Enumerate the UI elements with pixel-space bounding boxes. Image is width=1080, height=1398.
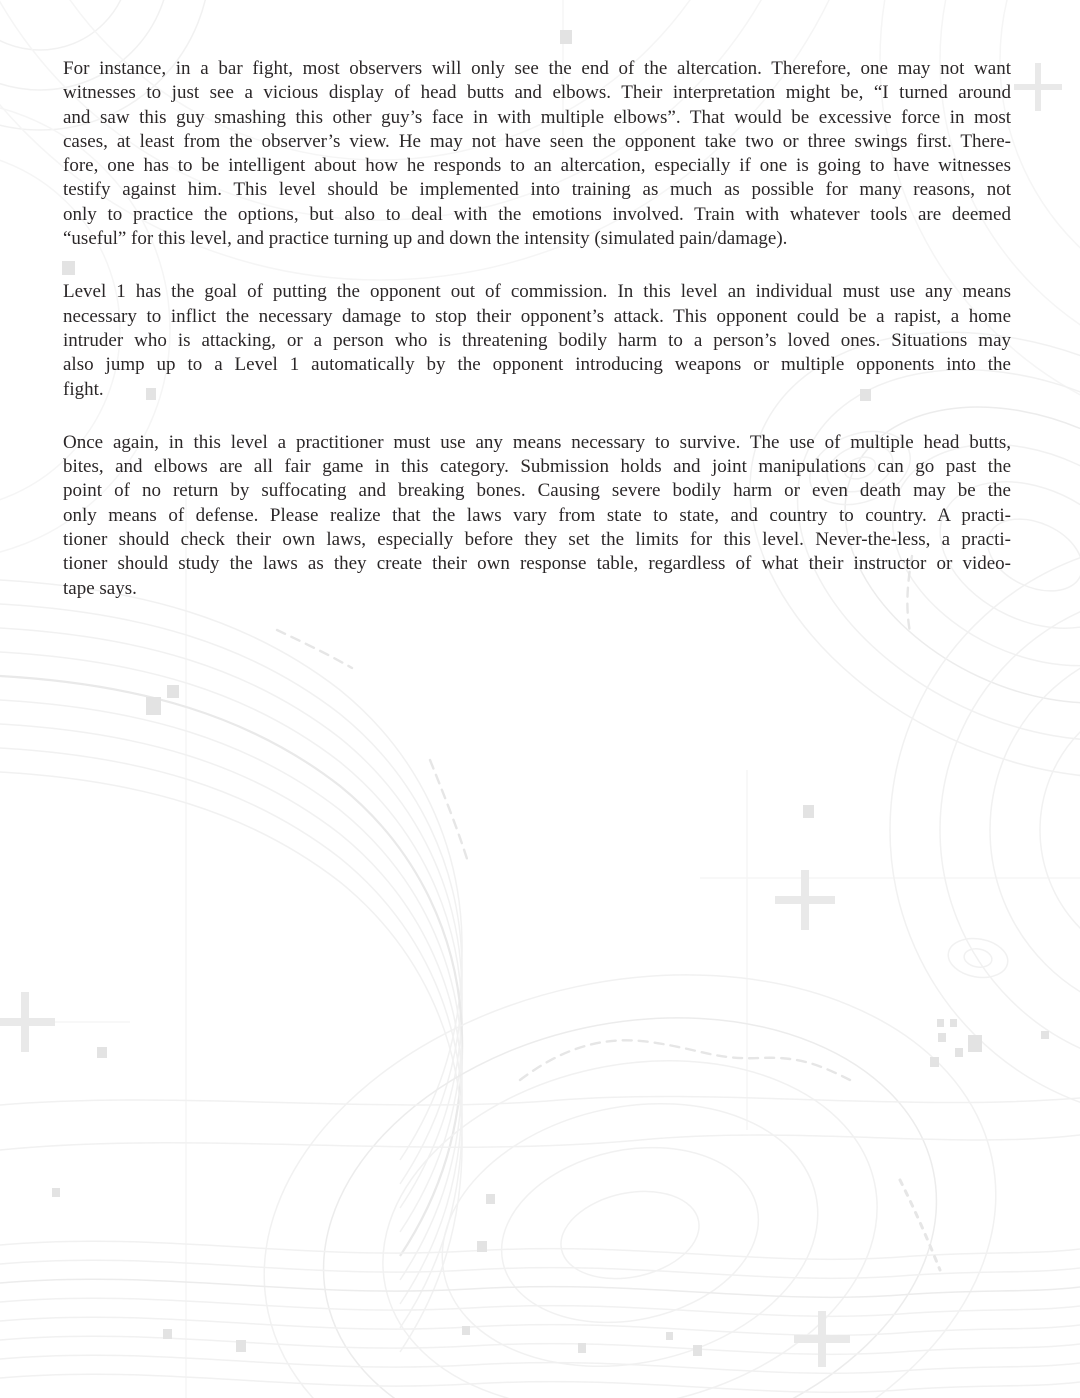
text-line: “useful” for this level, and practice turning up and down the intensity (simulated pain/damage). [63,228,788,250]
text-line: also jump up to a Level 1 automatically by the opponent introducing weapons or multiple opponents into the [63,354,1011,376]
text-line: intruder who is attacking, or a person who is threatening bodily harm to a person’s loved ones. Situations may [63,329,1011,351]
dashed-trails [277,556,940,1270]
text-line: and saw this guy smashing this other guy’s face in with multiple elbows”. That would be excessive force in most [63,106,1011,128]
text-line: tioner should study the laws as they create their own response table, regardless of what their instructor or video- [63,553,1011,575]
text-line: testify against him. This level should be implemented into training as much as possible for many reasons, not [63,179,1011,201]
paragraph-2 [63,280,1011,401]
paragraph-3 [63,431,1011,601]
text-line: For instance, in a bar fight, most observers will only see the end of the altercation. Therefore, one may not want [63,58,1011,79]
text-line: tape says. [63,577,137,599]
text-line: point of no return by suffocating and breaking bones. Causing severe bodily harm or even death may be the [63,480,1011,502]
text-line: tioner should check their own laws, especially before they set the limits for this level. Never-the-less, a practi- [63,529,1011,551]
text-line: fight. [63,378,104,400]
text-line: only to practice the options, but also to deal with the emotions involved. Train with whatever tools are deemed [63,203,1011,225]
text-line: only means of defense. Please realize that the laws vary from state to state, and country to country. A practi- [63,504,1011,526]
text-line: bites, and elbows are all fair game in this category. Submission holds and joint manipulations can go past the [63,456,1011,478]
text-line: necessary to inflict the necessary damage to stop their opponent’s attack. This opponent could be a rapist, a home [63,305,1011,327]
text-line: witnesses to just see a vicious display of head butts and elbows. Their interpretation might be, “I turned around [63,82,1011,104]
text-line: cases, at least from the observer’s view. He may not have seen the opponent take two or three swings first. There- [63,130,1011,152]
text-line: Level 1 has the goal of putting the opponent out of commission. In this level an individual must use any means [63,281,1011,303]
text-line: fore, one has to be intelligent about how he responds to an altercation, especially if one is going to have witnesses [63,155,1011,177]
paragraph-1 [63,57,1011,251]
body-text [63,57,1011,630]
text-line: Once again, in this level a practitioner must use any means necessary to survive. The use of multiple head butts, [63,431,1011,453]
